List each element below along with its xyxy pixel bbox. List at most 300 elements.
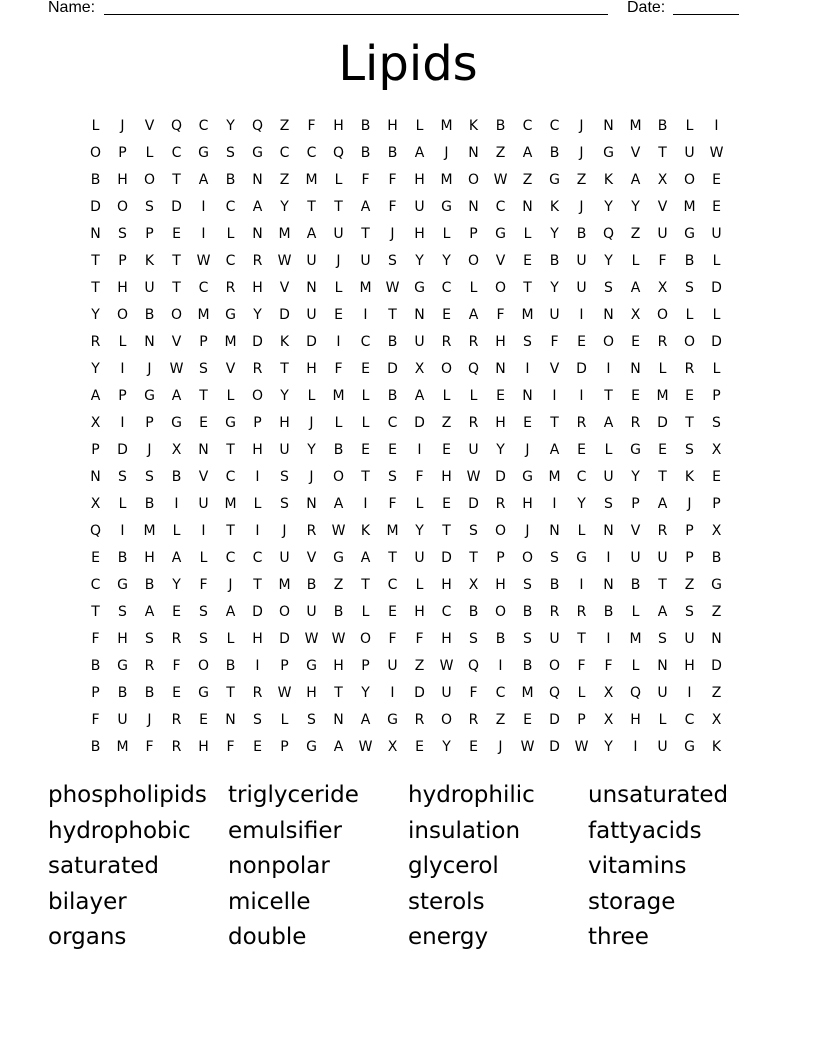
grid-letter: U <box>306 252 317 269</box>
date-line <box>673 14 739 15</box>
grid-letter: M <box>332 387 345 404</box>
grid-letter: P <box>280 657 289 674</box>
grid-letter: F <box>577 657 586 674</box>
grid-letter: Z <box>495 144 506 161</box>
grid-letter: Y <box>91 360 100 377</box>
grid-letter: Z <box>711 684 722 701</box>
grid-letter: J <box>120 117 125 134</box>
grid-letter: T <box>604 387 613 404</box>
grid-letter: S <box>226 144 235 161</box>
grid-letter: C <box>441 603 452 620</box>
grid-letter: O <box>170 306 183 323</box>
grid-letter: G <box>603 144 614 161</box>
grid-letter: O <box>251 387 264 404</box>
grid-letter: Q <box>467 657 480 674</box>
grid-letter: M <box>440 171 453 188</box>
grid-letter: N <box>306 279 317 296</box>
grid-letter: G <box>711 576 722 593</box>
grid-letter: C <box>684 711 695 728</box>
grid-letter: Y <box>604 252 613 269</box>
grid-letter: Y <box>307 441 316 458</box>
grid-letter: Z <box>441 414 452 431</box>
grid-letter: F <box>361 171 370 188</box>
grid-letter: Y <box>415 252 424 269</box>
grid-letter: O <box>521 549 534 566</box>
grid-letter: B <box>387 387 398 404</box>
grid-letter: Y <box>496 441 505 458</box>
grid-letter: L <box>226 225 235 242</box>
grid-letter: F <box>334 360 343 377</box>
grid-row <box>82 274 730 301</box>
grid-letter: P <box>469 225 478 242</box>
grid-letter: S <box>604 495 613 512</box>
grid-letter: O <box>494 279 507 296</box>
grid-letter: B <box>576 225 587 242</box>
word-bank-item: storage <box>588 888 676 915</box>
grid-letter: J <box>525 441 530 458</box>
grid-letter: B <box>225 171 236 188</box>
grid-letter: F <box>388 495 397 512</box>
grid-letter: N <box>603 576 614 593</box>
grid-letter: L <box>442 225 451 242</box>
grid-letter: L <box>712 252 721 269</box>
grid-letter: E <box>496 387 505 404</box>
grid-letter: S <box>658 630 667 647</box>
grid-letter: D <box>171 198 182 215</box>
grid-letter: T <box>442 522 451 539</box>
grid-letter: Y <box>172 576 181 593</box>
grid-letter: X <box>711 711 722 728</box>
grid-letter: V <box>495 252 506 269</box>
grid-letter: U <box>144 279 155 296</box>
grid-row <box>82 463 730 490</box>
grid-letter: T <box>361 576 370 593</box>
grid-letter: Y <box>631 198 640 215</box>
grid-letter: D <box>495 468 506 485</box>
grid-letter: S <box>118 603 127 620</box>
grid-letter: D <box>279 306 290 323</box>
grid-letter: U <box>657 684 668 701</box>
grid-letter: K <box>468 117 479 134</box>
grid-letter: T <box>307 198 316 215</box>
grid-letter: I <box>120 414 125 431</box>
grid-letter: D <box>414 684 425 701</box>
grid-letter: C <box>198 117 209 134</box>
grid-letter: U <box>576 252 587 269</box>
grid-letter: I <box>714 117 719 134</box>
grid-letter: B <box>495 117 506 134</box>
grid-letter: S <box>685 603 694 620</box>
grid-letter: B <box>549 576 560 593</box>
grid-letter: T <box>334 684 343 701</box>
word-bank-item: saturated <box>48 853 159 879</box>
grid-letter: Y <box>550 279 559 296</box>
grid-letter: H <box>252 630 263 647</box>
grid-letter: R <box>171 738 182 755</box>
grid-letter: B <box>171 468 182 485</box>
grid-letter: P <box>145 225 154 242</box>
grid-letter: P <box>91 684 100 701</box>
grid-letter: Y <box>280 198 289 215</box>
grid-letter: M <box>359 279 372 296</box>
grid-letter: T <box>172 279 181 296</box>
grid-letter: O <box>683 171 696 188</box>
grid-letter: D <box>549 738 560 755</box>
grid-letter: H <box>495 576 506 593</box>
grid-row <box>82 112 730 139</box>
grid-letter: I <box>174 495 179 512</box>
word-bank-item: glycerol <box>408 853 499 879</box>
grid-letter: T <box>226 684 235 701</box>
grid-letter: S <box>199 630 208 647</box>
grid-letter: C <box>171 144 182 161</box>
grid-letter: I <box>363 306 368 323</box>
grid-letter: S <box>199 603 208 620</box>
grid-letter: M <box>224 333 237 350</box>
grid-letter: W <box>520 738 535 755</box>
grid-letter: B <box>630 576 641 593</box>
grid-letter: R <box>468 414 479 431</box>
grid-letter: R <box>576 603 587 620</box>
grid-letter: G <box>306 657 317 674</box>
grid-row <box>82 733 730 760</box>
grid-letter: I <box>417 441 422 458</box>
grid-letter: C <box>495 198 506 215</box>
grid-letter: R <box>468 333 479 350</box>
grid-letter: E <box>631 333 640 350</box>
grid-row <box>82 544 730 571</box>
grid-letter: X <box>171 441 182 458</box>
grid-letter: T <box>388 306 397 323</box>
grid-letter: X <box>657 171 668 188</box>
grid-letter: M <box>656 387 669 404</box>
grid-letter: R <box>684 360 695 377</box>
grid-letter: L <box>415 495 424 512</box>
grid-letter: U <box>657 549 668 566</box>
grid-letter: N <box>144 333 155 350</box>
grid-row <box>82 436 730 463</box>
grid-letter: U <box>684 630 695 647</box>
grid-letter: S <box>685 441 694 458</box>
word-bank-item: energy <box>408 924 489 950</box>
grid-letter: O <box>332 468 345 485</box>
grid-letter: T <box>523 279 532 296</box>
grid-letter: Q <box>629 684 642 701</box>
grid-letter: I <box>201 522 206 539</box>
grid-letter: Q <box>251 117 264 134</box>
grid-letter: L <box>658 360 667 377</box>
page-title: Lipids <box>338 36 478 92</box>
grid-letter: N <box>711 630 722 647</box>
grid-letter: M <box>224 495 237 512</box>
grid-letter: K <box>549 198 560 215</box>
grid-letter: U <box>279 441 290 458</box>
word-bank-item: hydrophilic <box>408 782 535 808</box>
grid-letter: O <box>116 306 129 323</box>
grid-letter: S <box>712 414 721 431</box>
grid-letter: M <box>143 522 156 539</box>
grid-letter: B <box>468 603 479 620</box>
grid-letter: U <box>333 225 344 242</box>
grid-letter: P <box>118 387 127 404</box>
grid-letter: V <box>225 360 236 377</box>
grid-letter: H <box>630 711 641 728</box>
grid-letter: T <box>253 576 262 593</box>
grid-letter: I <box>498 657 503 674</box>
grid-letter: C <box>252 549 263 566</box>
grid-letter: I <box>363 495 368 512</box>
grid-letter: R <box>90 333 101 350</box>
grid-letter: L <box>415 576 424 593</box>
grid-letter: I <box>552 495 557 512</box>
grid-letter: C <box>495 684 506 701</box>
grid-letter: M <box>629 630 642 647</box>
grid-letter: I <box>687 684 692 701</box>
grid-letter: P <box>199 333 208 350</box>
grid-letter: H <box>306 360 317 377</box>
grid-letter: A <box>171 549 182 566</box>
grid-letter: D <box>441 549 452 566</box>
grid-letter: Y <box>91 306 100 323</box>
grid-letter: R <box>657 522 668 539</box>
grid-letter: R <box>441 333 452 350</box>
grid-letter: G <box>684 225 695 242</box>
grid-letter: L <box>226 630 235 647</box>
grid-letter: H <box>441 468 452 485</box>
grid-letter: T <box>199 387 208 404</box>
grid-letter: J <box>525 522 530 539</box>
grid-letter: O <box>548 657 561 674</box>
grid-letter: P <box>91 441 100 458</box>
grid-letter: T <box>172 171 181 188</box>
grid-letter: C <box>387 414 398 431</box>
grid-letter: F <box>307 117 316 134</box>
grid-letter: I <box>579 306 584 323</box>
grid-letter: S <box>145 198 154 215</box>
grid-letter: C <box>198 279 209 296</box>
grid-letter: J <box>147 441 152 458</box>
grid-letter: V <box>279 279 290 296</box>
grid-letter: I <box>579 387 584 404</box>
grid-letter: H <box>333 657 344 674</box>
grid-letter: F <box>415 630 424 647</box>
grid-letter: U <box>414 333 425 350</box>
grid-letter: E <box>523 414 532 431</box>
grid-letter: F <box>658 252 667 269</box>
grid-letter: F <box>496 306 505 323</box>
grid-letter: T <box>658 576 667 593</box>
grid-letter: L <box>91 117 100 134</box>
grid-letter: G <box>171 414 182 431</box>
grid-letter: O <box>656 306 669 323</box>
grid-letter: Y <box>226 117 235 134</box>
grid-letter: H <box>414 603 425 620</box>
grid-letter: X <box>603 684 614 701</box>
grid-letter: J <box>687 495 692 512</box>
grid-letter: W <box>466 468 481 485</box>
grid-letter: B <box>144 576 155 593</box>
grid-letter: F <box>550 333 559 350</box>
grid-letter: A <box>630 279 641 296</box>
grid-letter: L <box>469 387 478 404</box>
grid-letter: P <box>118 144 127 161</box>
grid-letter: D <box>306 333 317 350</box>
grid-row <box>82 193 730 220</box>
grid-letter: G <box>198 144 209 161</box>
grid-row <box>82 490 730 517</box>
grid-letter: A <box>549 441 560 458</box>
name-line <box>104 14 608 15</box>
grid-letter: G <box>225 414 236 431</box>
grid-letter: C <box>549 117 560 134</box>
grid-letter: E <box>253 738 262 755</box>
grid-letter: G <box>549 171 560 188</box>
grid-letter: P <box>280 738 289 755</box>
grid-letter: U <box>630 549 641 566</box>
grid-letter: G <box>252 144 263 161</box>
word-bank-item: three <box>588 924 649 950</box>
grid-letter: O <box>197 657 210 674</box>
grid-letter: A <box>333 738 344 755</box>
grid-letter: W <box>277 684 292 701</box>
grid-letter: S <box>469 522 478 539</box>
grid-letter: X <box>603 711 614 728</box>
grid-letter: L <box>577 684 586 701</box>
grid-letter: E <box>361 360 370 377</box>
grid-row <box>82 571 730 598</box>
grid-letter: F <box>469 684 478 701</box>
grid-letter: R <box>252 684 263 701</box>
grid-letter: U <box>279 549 290 566</box>
grid-letter: A <box>657 495 668 512</box>
grid-letter: A <box>306 225 317 242</box>
grid-letter: B <box>522 657 533 674</box>
grid-row <box>82 679 730 706</box>
grid-letter: G <box>495 225 506 242</box>
grid-letter: N <box>198 441 209 458</box>
grid-letter: I <box>606 630 611 647</box>
grid-letter: U <box>684 144 695 161</box>
grid-letter: V <box>198 468 209 485</box>
grid-letter: E <box>334 306 343 323</box>
grid-letter: U <box>576 279 587 296</box>
grid-letter: J <box>336 252 341 269</box>
grid-letter: C <box>306 144 317 161</box>
grid-letter: P <box>118 252 127 269</box>
grid-letter: N <box>522 198 533 215</box>
grid-letter: C <box>522 117 533 134</box>
grid-letter: W <box>574 738 589 755</box>
grid-letter: B <box>360 117 371 134</box>
grid-letter: X <box>387 738 398 755</box>
grid-letter: G <box>117 576 128 593</box>
grid-letter: B <box>90 738 101 755</box>
grid-letter: T <box>91 252 100 269</box>
grid-letter: D <box>414 414 425 431</box>
grid-letter: B <box>306 576 317 593</box>
grid-letter: M <box>278 576 291 593</box>
grid-letter: E <box>631 387 640 404</box>
grid-letter: R <box>657 333 668 350</box>
grid-letter: P <box>145 414 154 431</box>
word-bank-item: unsaturated <box>588 782 729 808</box>
grid-letter: S <box>685 279 694 296</box>
grid-row <box>82 598 730 625</box>
grid-letter: R <box>225 279 236 296</box>
grid-letter: H <box>198 738 209 755</box>
grid-letter: G <box>144 387 155 404</box>
grid-letter: G <box>414 279 425 296</box>
grid-letter: L <box>604 441 613 458</box>
grid-letter: I <box>120 360 125 377</box>
grid-letter: G <box>117 657 128 674</box>
grid-letter: Q <box>89 522 102 539</box>
grid-letter: I <box>390 684 395 701</box>
grid-letter: E <box>91 549 100 566</box>
grid-letter: T <box>280 360 289 377</box>
grid-letter: I <box>606 360 611 377</box>
grid-row <box>82 301 730 328</box>
grid-letter: F <box>604 657 613 674</box>
grid-letter: G <box>198 684 209 701</box>
grid-letter: U <box>441 684 452 701</box>
grid-letter: B <box>144 684 155 701</box>
grid-letter: M <box>683 198 696 215</box>
grid-letter: Y <box>550 225 559 242</box>
grid-letter: T <box>226 441 235 458</box>
grid-letter: H <box>252 441 263 458</box>
grid-letter: E <box>442 306 451 323</box>
grid-letter: H <box>144 549 155 566</box>
grid-letter: G <box>630 441 641 458</box>
grid-letter: J <box>444 144 449 161</box>
grid-letter: E <box>199 414 208 431</box>
grid-letter: H <box>117 630 128 647</box>
grid-letter: B <box>333 441 344 458</box>
grid-letter: W <box>196 252 211 269</box>
grid-letter: T <box>334 198 343 215</box>
grid-letter: F <box>226 738 235 755</box>
grid-letter: G <box>576 549 587 566</box>
grid-letter: B <box>360 144 371 161</box>
word-bank-item: micelle <box>228 888 311 915</box>
grid-letter: S <box>118 468 127 485</box>
word-bank-item: hydrophobic <box>48 817 191 844</box>
grid-letter: V <box>144 117 155 134</box>
grid-row <box>82 652 730 679</box>
grid-letter: E <box>577 333 586 350</box>
grid-letter: B <box>657 117 668 134</box>
grid-letter: H <box>441 630 452 647</box>
grid-letter: W <box>304 630 319 647</box>
grid-letter: L <box>172 522 181 539</box>
grid-letter: T <box>469 549 478 566</box>
grid-letter: O <box>467 252 480 269</box>
grid-letter: T <box>226 522 235 539</box>
grid-letter: T <box>658 144 667 161</box>
grid-letter: N <box>549 522 560 539</box>
grid-letter: A <box>657 603 668 620</box>
grid-letter: P <box>712 495 721 512</box>
grid-letter: A <box>360 549 371 566</box>
grid-letter: K <box>279 333 290 350</box>
grid-letter: Z <box>279 117 290 134</box>
grid-letter: M <box>521 306 534 323</box>
grid-letter: N <box>603 306 614 323</box>
word-bank-item: emulsifier <box>228 817 342 844</box>
grid-letter: O <box>602 333 615 350</box>
grid-letter: D <box>252 603 263 620</box>
